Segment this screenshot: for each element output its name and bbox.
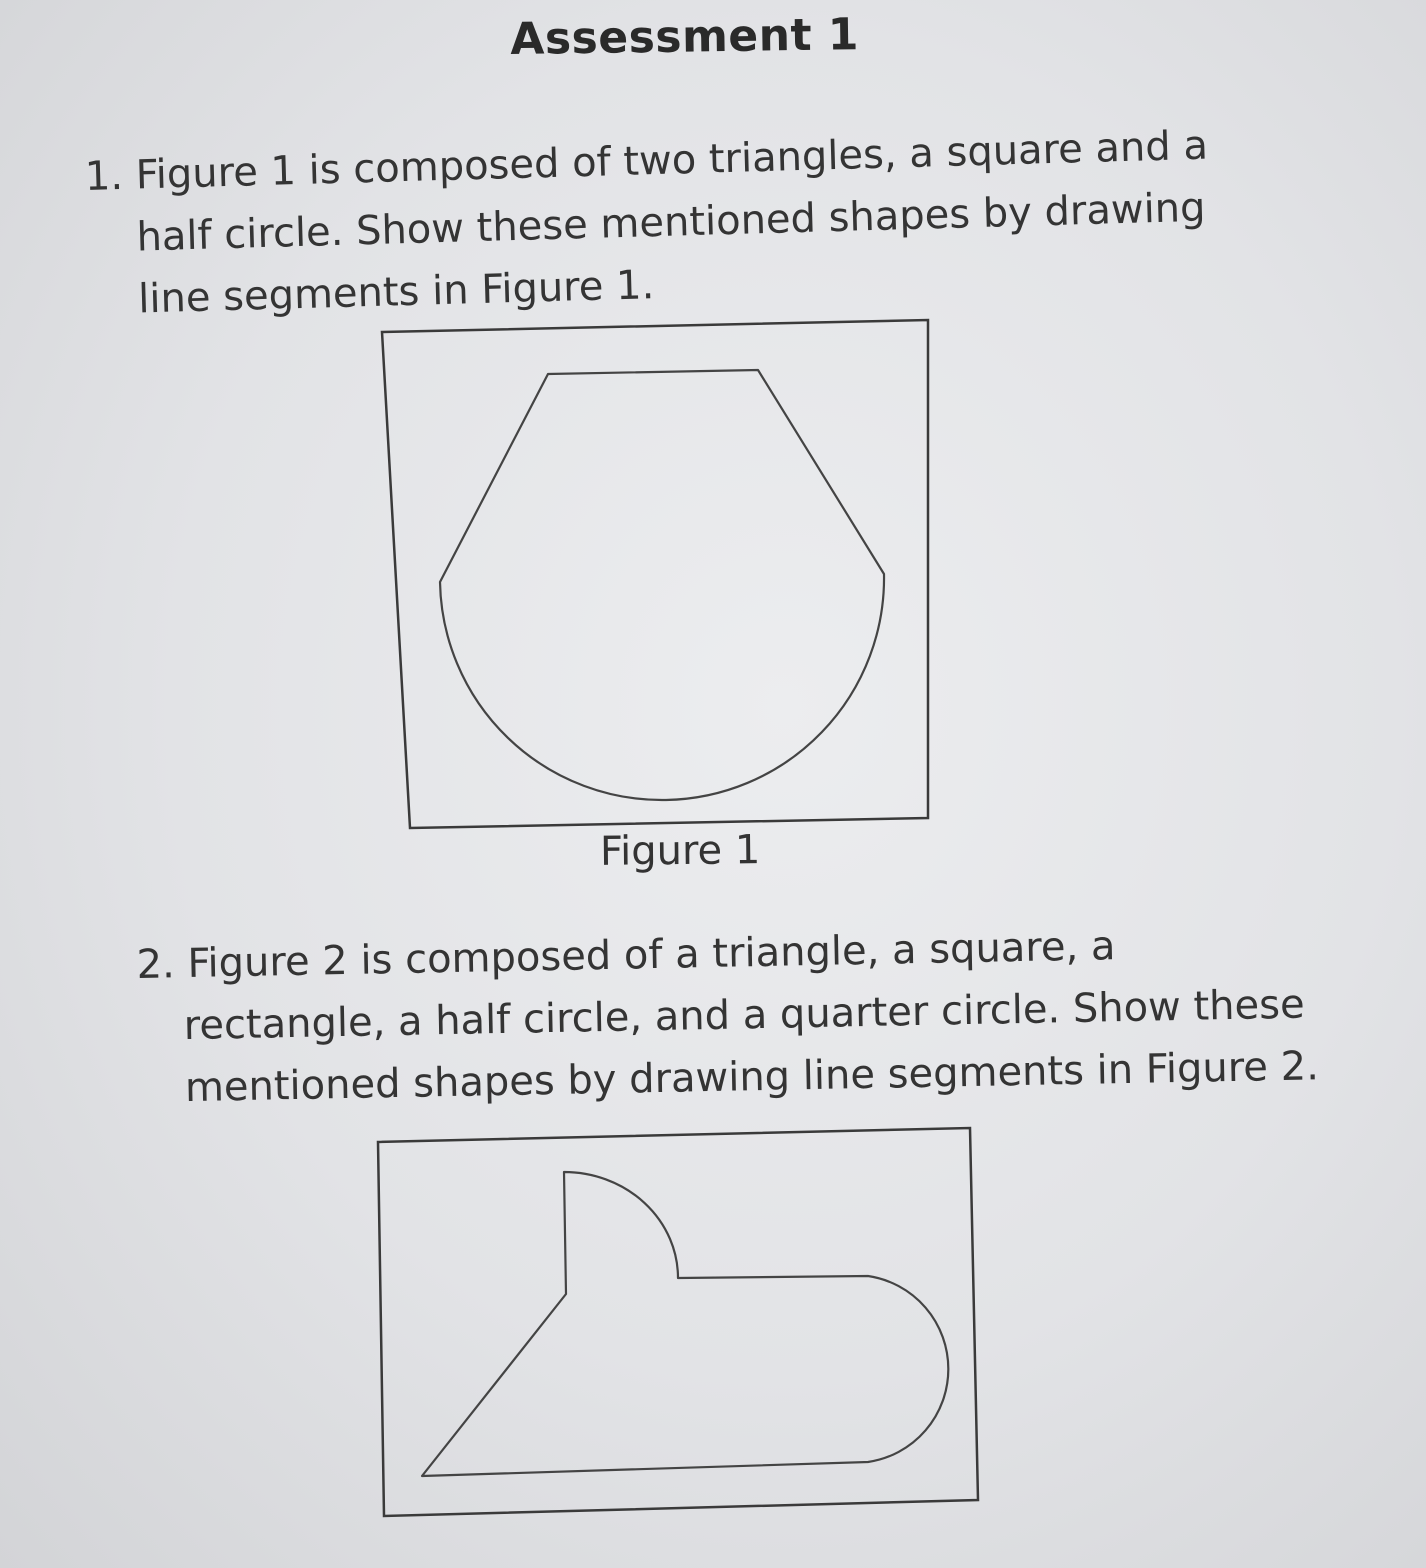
figure-1-outline [440,370,884,800]
question-2-line-1: 2. Figure 2 is composed of a triangle, a square, a [136,923,1116,988]
figure-2 [374,1124,986,1524]
question-2 [136,911,1319,1120]
question-1-line-3: line segments in Figure 1. [137,262,655,323]
figure-2-outline [422,1172,948,1476]
question-1-line-1: 1. Figure 1 is composed of two triangles, a square and a [84,122,1209,200]
figure-1-caption: Figure 1 [599,827,761,875]
figure-1 [378,316,938,836]
figure-1-frame [382,320,928,828]
page-title: Assessment 1 [510,9,860,65]
question-2-line-3: mentioned shapes by drawing line segments in Figure 2. [184,1043,1320,1112]
question-1-line-2: half circle. Show these mentioned shapes by drawing [135,184,1207,261]
question-2-line-2: rectangle, a half circle, and a quarter circle. Show these [183,981,1305,1050]
question-1 [84,115,1212,332]
